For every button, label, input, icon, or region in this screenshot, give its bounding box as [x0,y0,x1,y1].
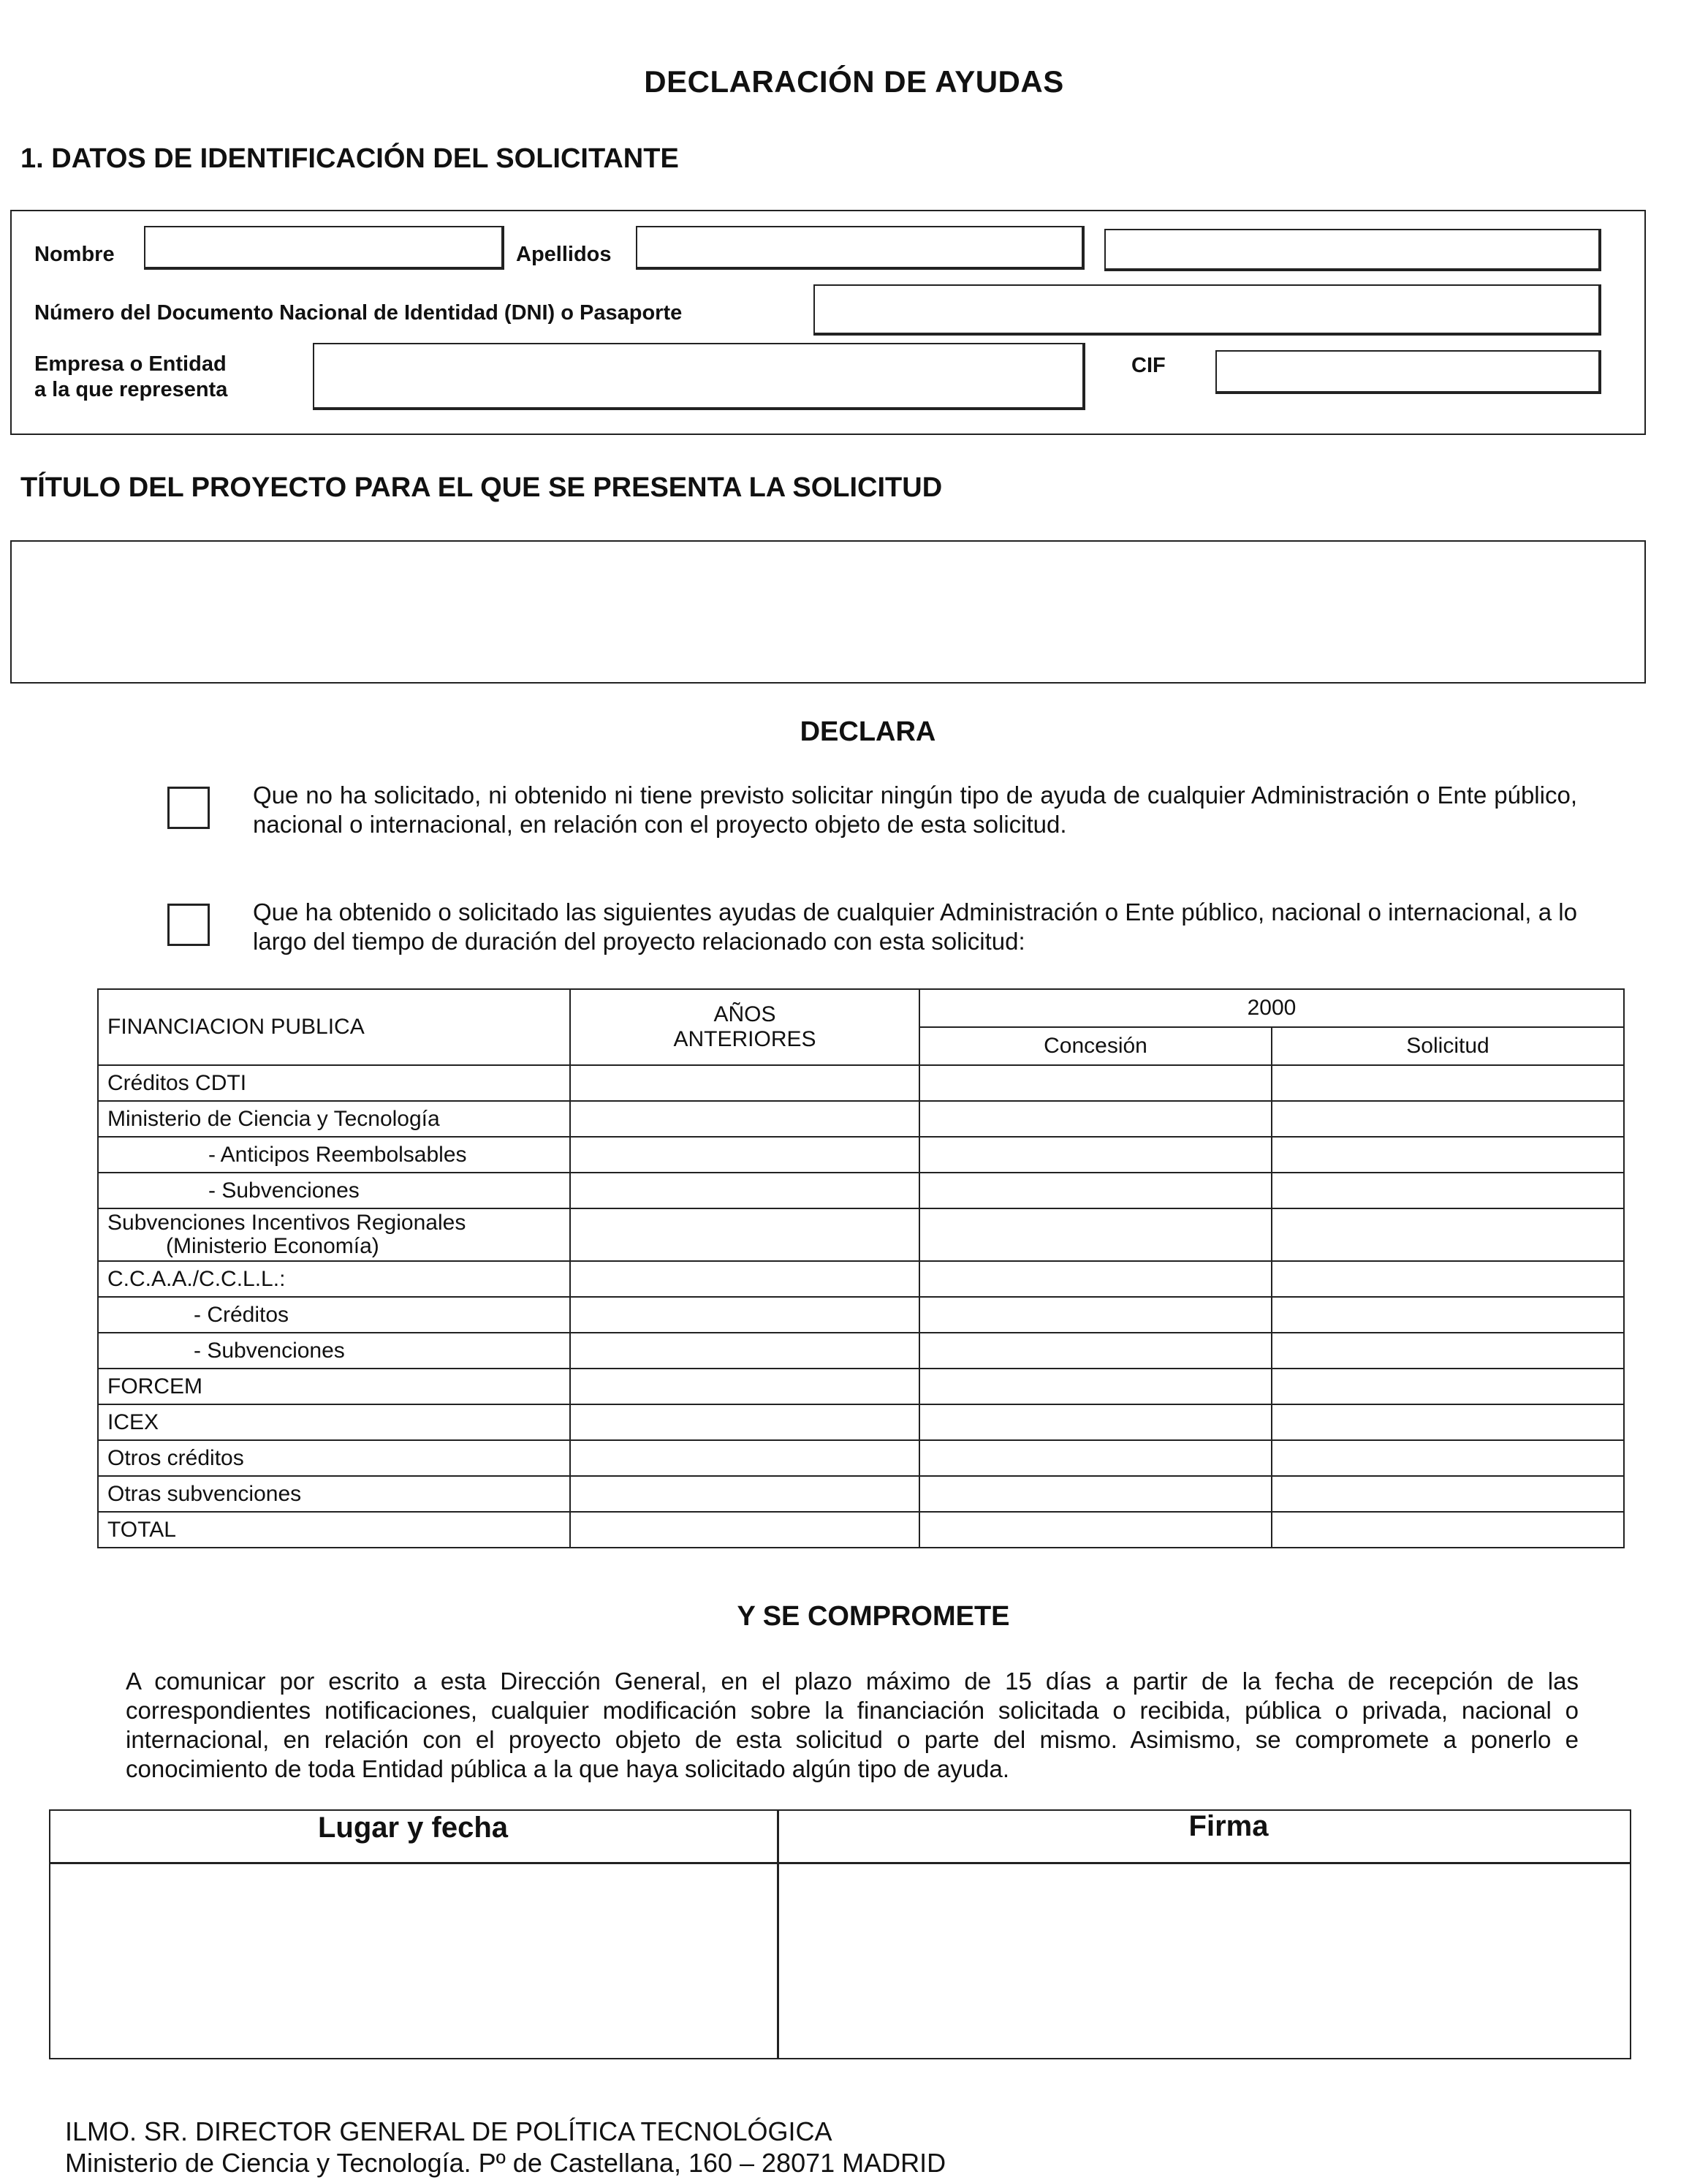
cell-anos[interactable] [570,1476,919,1512]
financing-table [97,988,1625,1548]
table-row [98,1137,1624,1173]
declara-heading: DECLARA [800,716,936,747]
cif-label: CIF [1131,354,1166,377]
row-label: Créditos CDTI [98,1065,570,1101]
cell-solicitud[interactable] [1272,1101,1624,1137]
concesion-header: Concesión [919,1027,1272,1065]
dni-label: Número del Documento Nacional de Identidad (DNI) o Pasaporte [34,301,683,325]
cell-anos[interactable] [570,1065,919,1101]
cell-concesion[interactable] [919,1476,1272,1512]
table-row [98,1404,1624,1440]
year-header: 2000 [919,989,1624,1027]
apellido1-input[interactable] [636,226,1085,270]
row-label: - Subvenciones [98,1333,570,1369]
row-label: C.C.A.A./C.C.L.L.: [98,1261,570,1297]
row-label: TOTAL [98,1512,570,1548]
lugar-fecha-header: Lugar y fecha [317,1812,509,1844]
signature-column-divider [777,1809,779,2059]
dni-input[interactable] [813,284,1601,336]
cell-solicitud[interactable] [1272,1476,1624,1512]
cell-concesion[interactable] [919,1208,1272,1261]
financiacion-header: FINANCIACION PUBLICA [98,989,570,1065]
cell-concesion[interactable] [919,1369,1272,1404]
cell-concesion[interactable] [919,1440,1272,1476]
row-label: ICEX [98,1404,570,1440]
cell-solicitud[interactable] [1272,1173,1624,1208]
cell-solicitud[interactable] [1272,1261,1624,1297]
nombre-input[interactable] [144,226,504,270]
cell-concesion[interactable] [919,1261,1272,1297]
row-label: - Créditos [98,1297,570,1333]
cell-solicitud[interactable] [1272,1065,1624,1101]
cell-anos[interactable] [570,1137,919,1173]
row-label: FORCEM [98,1369,570,1404]
nombre-label: Nombre [34,243,115,266]
option-no-aid-text: Que no ha solicitado, ni obtenido ni tiene previsto solicitar ningún tipo de ayuda de cualquier Administración o Ente público, nacional o internacional, en relación con el proyecto objeto de esta solicitud. [253,781,1577,838]
cell-anos[interactable] [570,1208,919,1261]
cell-anos[interactable] [570,1369,919,1404]
cell-solicitud[interactable] [1272,1297,1624,1333]
empresa-input[interactable] [313,343,1085,410]
table-row [98,1208,1624,1261]
footer-addressee: ILMO. SR. DIRECTOR GENERAL DE POLÍTICA TECNOLÓGICA [65,2116,832,2146]
cell-anos[interactable] [570,1101,919,1137]
row-label: Otras subvenciones [98,1476,570,1512]
footer-address: Ministerio de Ciencia y Tecnología. Pº de Castellana, 160 – 28071 MADRID [65,2148,946,2178]
cell-concesion[interactable] [919,1173,1272,1208]
cell-solicitud[interactable] [1272,1333,1624,1369]
row-label: Otros créditos [98,1440,570,1476]
cif-input[interactable] [1215,350,1601,394]
cell-solicitud[interactable] [1272,1404,1624,1440]
empresa-label-line2: a la que representa [34,378,228,401]
project-title-input[interactable] [10,540,1646,684]
row-label: Subvenciones Incentivos Regionales (Ministerio Economía) [98,1208,570,1261]
cell-anos[interactable] [570,1440,919,1476]
empresa-label-line1: Empresa o Entidad [34,352,227,376]
cell-concesion[interactable] [919,1512,1272,1548]
table-row [98,1297,1624,1333]
row-label: Ministerio de Ciencia y Tecnología [98,1101,570,1137]
cell-concesion[interactable] [919,1333,1272,1369]
cell-solicitud[interactable] [1272,1369,1624,1404]
cell-solicitud[interactable] [1272,1208,1624,1261]
table-row [98,1476,1624,1512]
cell-solicitud[interactable] [1272,1137,1624,1173]
cell-anos[interactable] [570,1297,919,1333]
cell-anos[interactable] [570,1404,919,1440]
table-row [98,1369,1624,1404]
cell-anos[interactable] [570,1333,919,1369]
compromete-text: A comunicar por escrito a esta Dirección General, en el plazo máximo de 15 días a partir de la fecha de recepción de las correspondientes notificaciones, cualquier modificación sobre la financiación solicitada o recibida, pública o privada, nacional o internacional, en relación con el proyecto objeto de esta solicitud o parte del mismo. Asimismo, se compromete a ponerlo e conocimiento de toda Entidad pública a la que haya solicitado algún tipo de ayuda. [126,1668,1579,1782]
solicitud-header: Solicitud [1272,1027,1624,1065]
page-title: DECLARACIÓN DE AYUDAS [644,64,1064,99]
anos-anteriores-header: AÑOS ANTERIORES [570,989,919,1065]
apellido2-input[interactable] [1104,229,1601,271]
table-row [98,1173,1624,1208]
cell-anos[interactable] [570,1261,919,1297]
section-identification-heading: 1. DATOS DE IDENTIFICACIÓN DEL SOLICITANTE [20,143,679,174]
cell-concesion[interactable] [919,1101,1272,1137]
option-obtained-aid-checkbox[interactable] [167,904,210,946]
cell-anos[interactable] [570,1173,919,1208]
cell-concesion[interactable] [919,1065,1272,1101]
cell-anos[interactable] [570,1512,919,1548]
table-row [98,1512,1624,1548]
apellidos-label: Apellidos [516,243,612,266]
row-label: - Anticipos Reembolsables [98,1137,570,1173]
table-row [98,1065,1624,1101]
table-row [98,1101,1624,1137]
lugar-fecha-field[interactable] [51,1864,775,2057]
compromete-heading: Y SE COMPROMETE [737,1601,1010,1632]
cell-concesion[interactable] [919,1137,1272,1173]
project-title-heading: TÍTULO DEL PROYECTO PARA EL QUE SE PRESENTA LA SOLICITUD [20,472,943,503]
option-obtained-aid-text: Que ha obtenido o solicitado las siguientes ayudas de cualquier Administración o Ente público, nacional o internacional, a lo largo del tiempo de duración del proyecto relacionado con esta solicitud: [253,898,1577,955]
cell-concesion[interactable] [919,1404,1272,1440]
cell-solicitud[interactable] [1272,1512,1624,1548]
option-no-aid-checkbox[interactable] [167,787,210,829]
firma-field[interactable] [781,1864,1629,2057]
firma-header: Firma [1188,1810,1269,1842]
table-row [98,1333,1624,1369]
row-label: - Subvenciones [98,1173,570,1208]
table-row [98,1440,1624,1476]
cell-solicitud[interactable] [1272,1440,1624,1476]
cell-concesion[interactable] [919,1297,1272,1333]
table-row [98,1261,1624,1297]
